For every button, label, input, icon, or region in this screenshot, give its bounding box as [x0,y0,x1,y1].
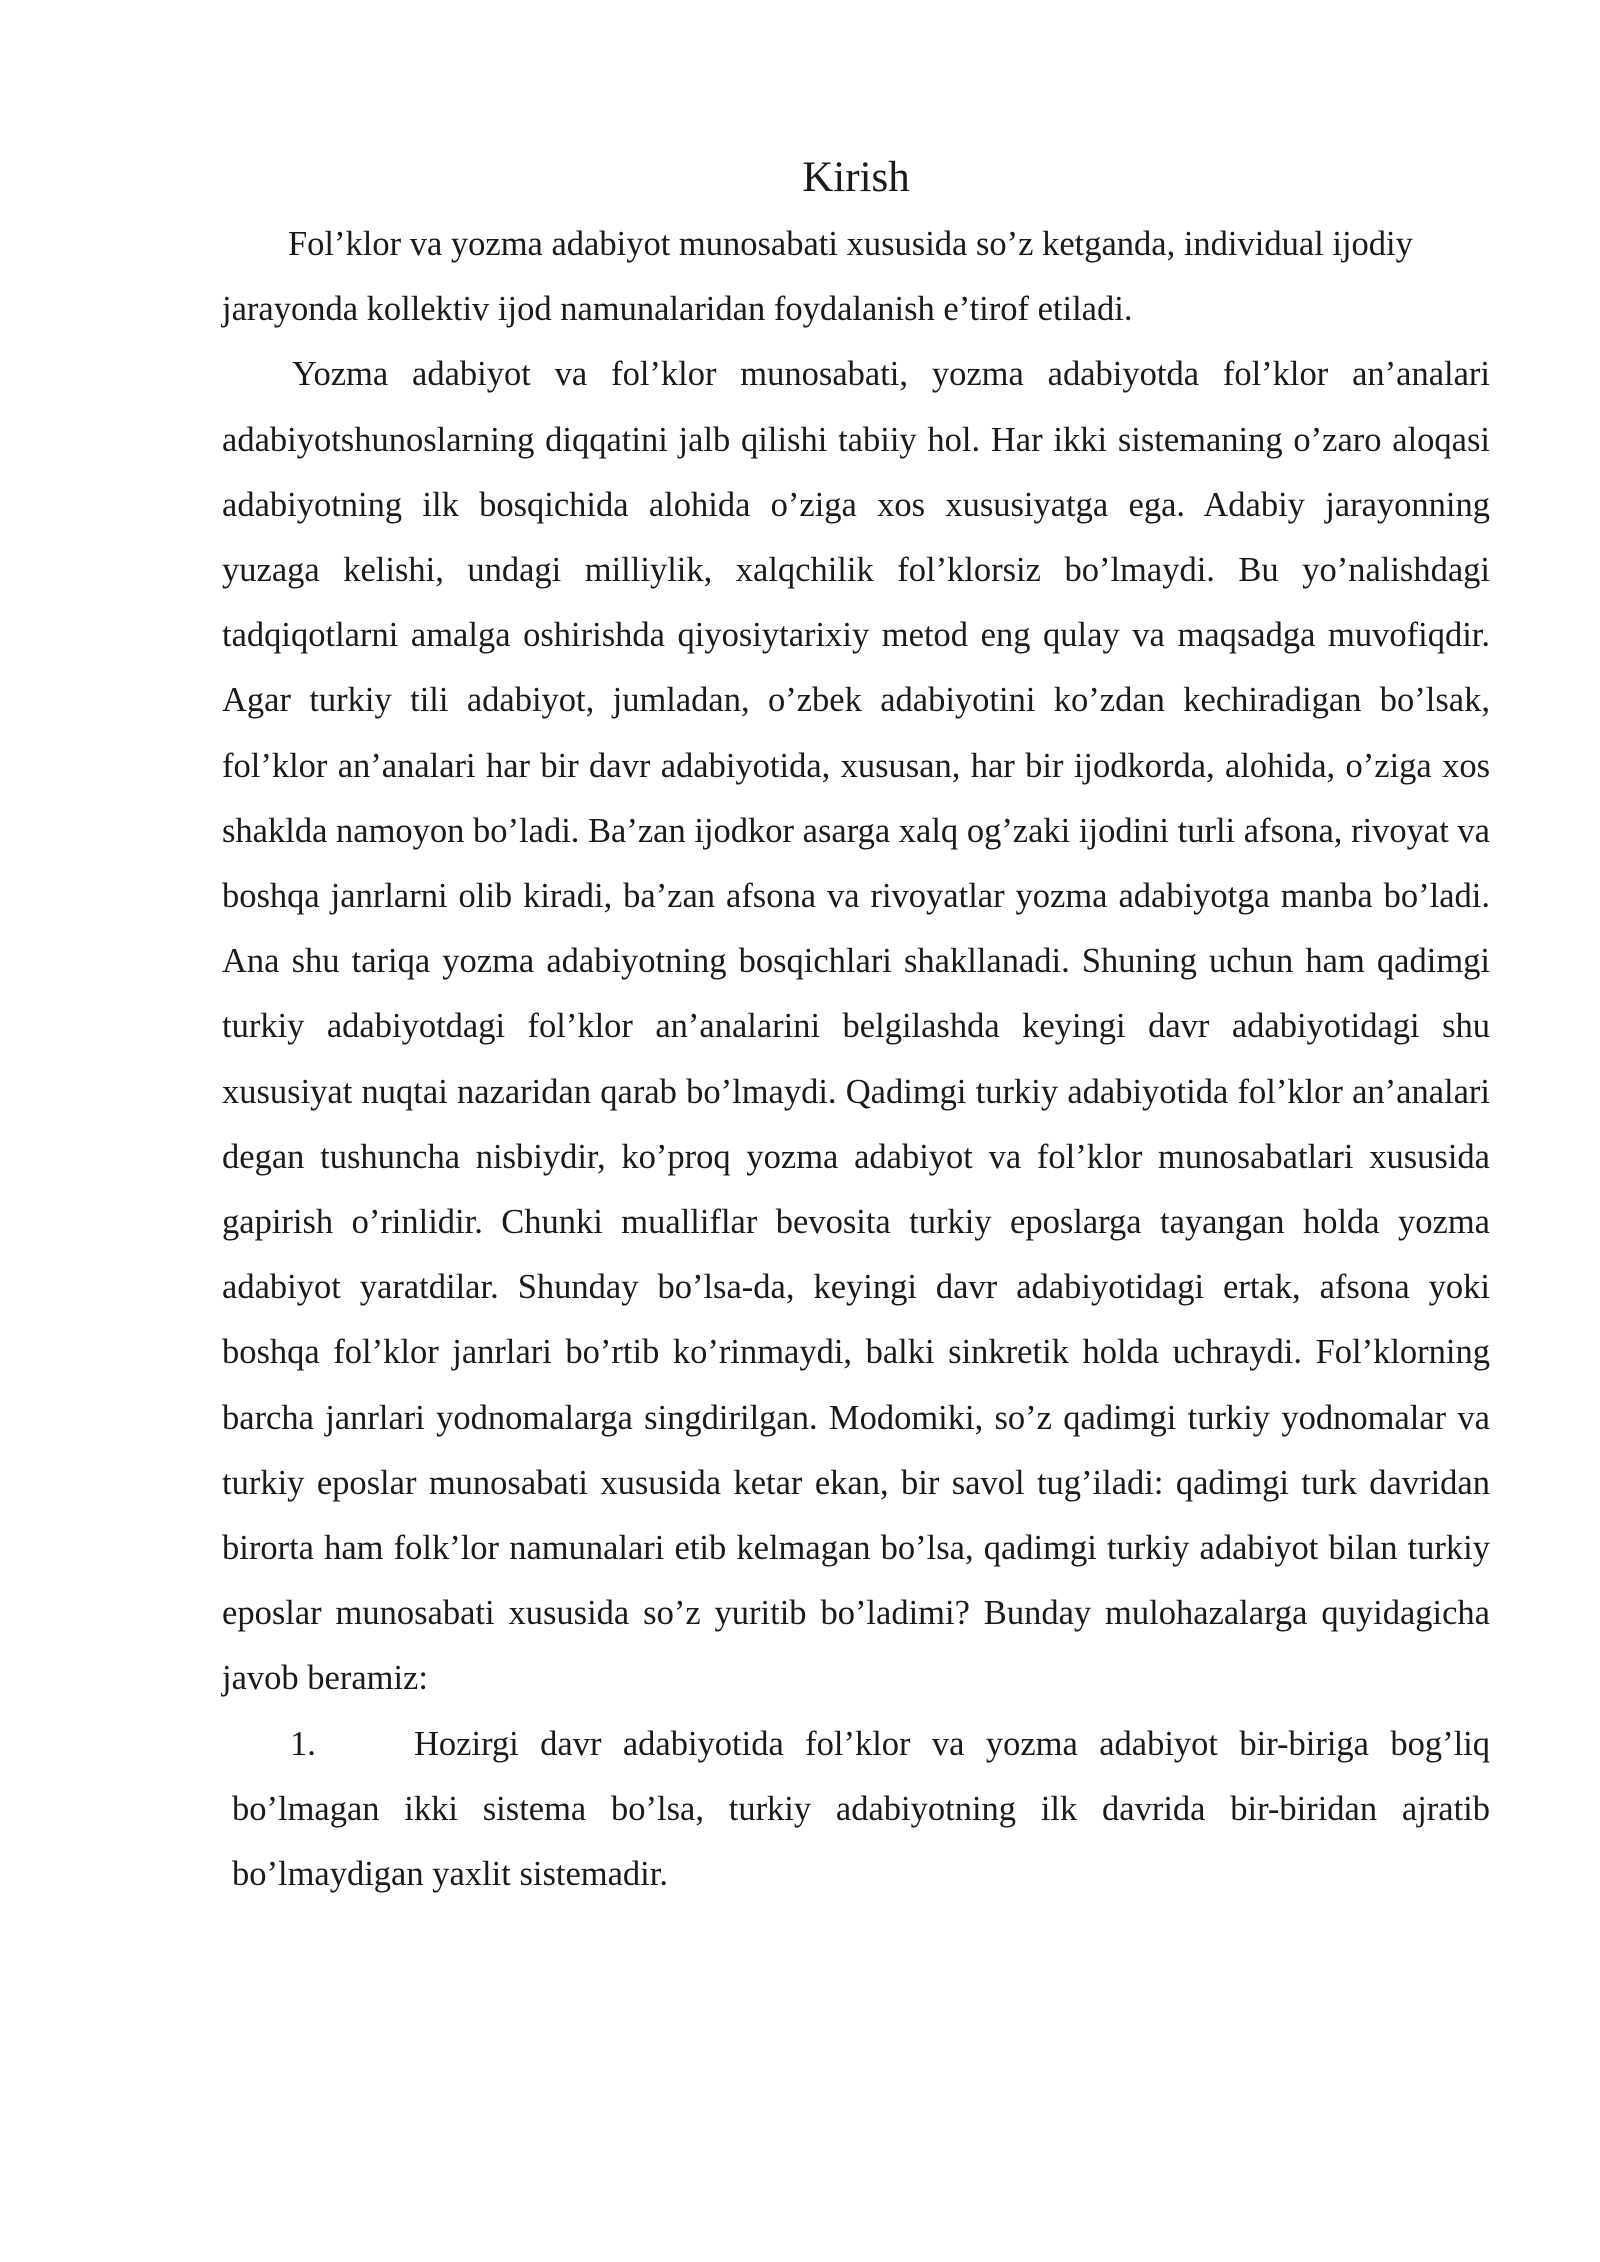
page-title: Kirish [802,154,910,201]
document-page [222,150,1490,1907]
intro-paragraph: Fol’klor va yozma adabiyot munosabati xususida so’z ketganda, individual ijodiy jarayonda kollektiv ijod namunalaridan foydalanish e’tirof etiladi. [222,225,1413,329]
list-item [222,1712,1490,1908]
list-item-text: Hozirgi davr adabiyotida fol’klor va yozma adabiyot bir-biriga bog’liq bo’lmagan ikki sistema bo’lsa, turkiy adabiyotning ilk davrida bir-biridan ajratib bo’lmaydigan yaxlit sistemadir. [232,1724,1490,1894]
list-item-number: 1. [290,1724,316,1763]
body-paragraph: Yozma adabiyot va fol’klor munosabati, yozma adabiyotda fol’klor an’analari adabiyotshunoslarning diqqatini jalb qilishi tabiiy hol. Har ikki sistemaning o’zaro aloqasi adabiyotning ilk bosqichida alohida o’ziga xos xususiyatga ega. Adabiy jarayonning yuzaga kelishi, undagi milliylik, xalqchilik fol’klorsiz bo’lmaydi. Bu yo’nalishdagi tadqiqotlarni amalga oshirishda qiyosiytarixiy metod eng qulay va maqsadga muvofiqdir. Agar turkiy tili adabiyot, jumladan, o’zbek adabiyotini ko’zdan kechiradigan bo’lsak, fol’klor an’analari har bir davr adabiyotida, xususan, har bir ijodkorda, alohida, o’ziga xos shaklda namoyon bo’ladi. Ba’zan ijodkor asarga xalq og’zaki ijodini turli afsona, rivoyat va boshqa janrlarni olib kiradi, ba’zan afsona va rivoyatlar yozma adabiyotga manba bo’ladi. Ana shu tariqa yozma adabiyotning bosqichlari shakllanadi. Shuning uchun ham qadimgi turkiy adabiyotdagi fol’klor an’analarini belgilashda keyingi davr adabiyotidagi shu xususiyat nuqtai nazaridan qarab bo’lmaydi. Qadimgi turkiy adabiyotida fol’klor an’analari degan tushuncha nisbiydir, ko’proq yozma adabiyot va fol’klor munosabatlari xususida gapirish o’rinlidir. Chunki mualliflar bevosita turkiy eposlarga tayangan holda yozma adabiyot yaratdilar. Shunday bo’lsa-da, keyingi davr adabiyotidagi ertak, afsona yoki boshqa fol’klor janrlari bo’rtib ko’rinmaydi, balki sinkretik holda uchraydi. Fol’klorning barcha janrlari yodnomalarga singdirilgan. Modomiki, so’z qadimgi turkiy yodnomalar va turkiy eposlar munosabati xususida ketar ekan, bir savol tug’iladi: qadimgi turk davridan birorta ham folk’lor namunalari etib kelmagan bo’lsa, qadimgi turkiy adabiyot bilan turkiy eposlar munosabati xususida so’z yuritib bo’ladimi? Bunday mulohazalarga quyidagicha javob beramiz: [222,355,1490,1698]
